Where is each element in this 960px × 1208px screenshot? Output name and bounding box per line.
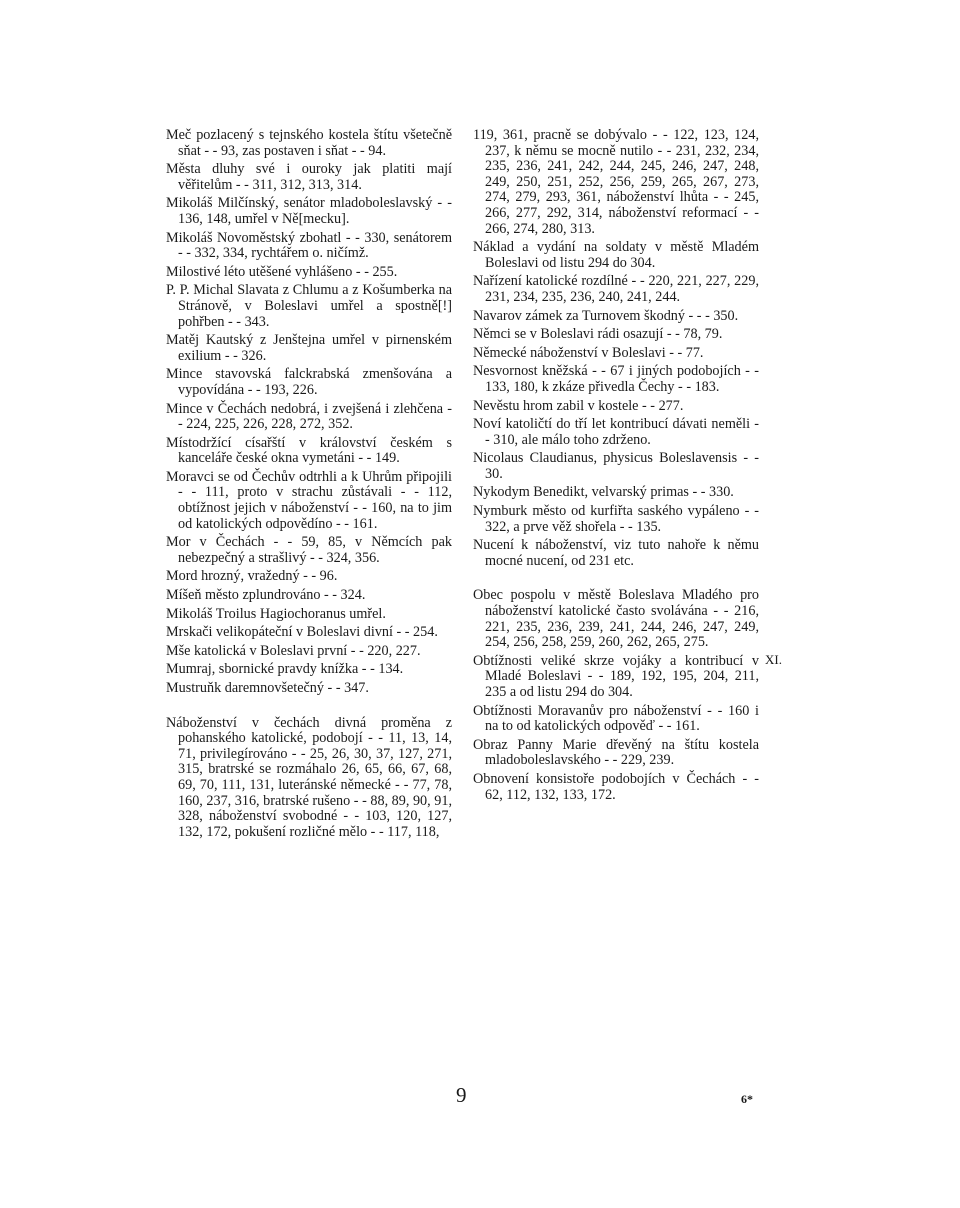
index-entry: Míšeň město zplundrováno - - 324.: [166, 587, 366, 604]
margin-note: XI.: [765, 652, 782, 667]
index-entry: Obraz Panny Marie dřevěný na štítu kostela mladoboleslavského - - 229, 239.: [473, 736, 759, 769]
index-entry: Matěj Kautský z Jenštejna umřel v pirnenském exilium - - 326.: [166, 332, 452, 364]
page-number: 9: [456, 1083, 467, 1107]
index-entry: Moravci se od Čechův odtrhli a k Uhrům připojili - - 111, proto v strachu zůstávali - - 112, obtížnost jejich v náboženství - - 160, na to jim od katolických odpovědíno - - 161.: [166, 468, 452, 532]
index-entry: Obnovení konsistoře podobojích v Čechách - - 62, 112, 132, 133, 172.: [473, 770, 759, 803]
index-entry: Mrskači velikopáteční v Boleslavi divní - - 254.: [166, 624, 438, 641]
index-entry: Nykodym Benedikt, velvarský primas - - 330.: [473, 484, 734, 501]
index-entry: Obec pospolu v městě Boleslava Mladého pro náboženství katolické často svolávána - - 216, 221, 235, 236, 239, 241, 244, 246, 247, 249, 254, 256, 258, 259, 260, 262, 265, 275.: [473, 587, 759, 651]
index-entry: Mince stavovská falckrabská zmenšována a vypovídána - - 193, 226.: [166, 366, 452, 398]
index-entry: Navarov zámek za Turnovem škodný - - - 350.: [473, 307, 739, 324]
index-entry: Obtížnosti veliké skrze vojáky a kontribucí v Mladé Boleslavi - - 189, 192, 195, 204, 211, 235 a od listu 294 do 304.: [473, 652, 759, 700]
index-entry: Meč pozlacený s tejnského kostela štítu všetečně sňat - - 93, zas postaven i sňat - - 94.: [166, 127, 452, 159]
index-entry: 119, 361, pracně se dobývalo - - 122, 123, 124, 237, k němu se mocně nutilo - - 231, 232, 234, 235, 236, 241, 242, 244, 245, 246, 247, 248, 249, 250, 251, 252, 256, 259, 265, 267, 273, 274, 279, 293, 361, náboženství lhůta - - 245, 266, 277, 292, 314, náboženství reformací - - 266, 274, 280, 313.: [473, 127, 759, 237]
index-entry: Mumraj, sbornické pravdy knížka - - 134.: [166, 661, 404, 678]
index-entry: Mše katolická v Boleslavi první - - 220, 227.: [166, 642, 421, 659]
index-entry: Města dluhy své i ouroky jak platiti mají věřitelům - - 311, 312, 313, 314.: [166, 161, 452, 193]
index-entry: Milostivé léto utěšené vyhlášeno - - 255.: [166, 263, 398, 280]
index-entry: Nicolaus Claudianus, physicus Boleslavensis - - 30.: [473, 450, 759, 482]
index-entry: Mikoláš Novoměstský zbohatl - - 330, senátorem - - 332, 334, rychtářem o. ničímž.: [166, 229, 452, 262]
index-entry: Nevěstu hrom zabil v kostele - - 277.: [473, 397, 684, 414]
index-entry: Mince v Čechách nedobrá, i zvejšená i zlehčena - - 224, 225, 226, 228, 272, 352.: [166, 400, 452, 433]
index-entry: Náklad a vydání na soldaty v městě Mladém Boleslavi od listu 294 do 304.: [473, 239, 759, 271]
index-entry: Noví katoličtí do tří let kontribucí dávati neměli - - 310, ale málo toho zdrženo.: [473, 416, 759, 448]
index-entry: P. P. Michal Slavata z Chlumu a z Košumberka na Stránově, v Boleslavi umřel a spostně[!] pohřben - - 343.: [166, 282, 452, 330]
signature-mark: 6*: [741, 1092, 753, 1106]
index-entry: Mikoláš Milčínský, senátor mladoboleslavský - - 136, 148, umřel v Ně[mecku].: [166, 195, 452, 227]
index-entry: Nesvornost kněžská - - 67 i jiných podobojích - - 133, 180, k zkáze přivedla Čechy - - 183.: [473, 363, 759, 395]
index-entry: Mor v Čechách - - 59, 85, v Němcích pak nebezpečný a strašlivý - - 324, 356.: [166, 534, 452, 566]
index-entry: Nařízení katolické rozdílné - - 220, 221, 227, 229, 231, 234, 235, 236, 240, 241, 244.: [473, 273, 759, 305]
right-column: [473, 128, 759, 806]
index-entry: Nucení k náboženství, viz tuto nahoře k němu mocné nucení, od 231 etc.: [473, 537, 759, 569]
index-entry: Náboženství v čechách divná proměna z pohanského katolické, podobojí - - 11, 13, 14, 71, privilegírováno - - 25, 26, 30, 37, 127, 271, 315, bratrské se rozmáhalo 26, 65, 66, 67, 68, 69, 70, 111, 131, luteránské německé - - 77, 78, 160, 237, 316, bratrské rušeno - - 88, 89, 90, 91, 328, náboženství svobodné - - 103, 120, 127, 132, 172, pokušení rozličné mělo - - 117, 118,: [166, 714, 452, 840]
index-entry: Němci se v Boleslavi rádi osazují - - 78, 79.: [473, 326, 723, 343]
index-entry: Mord hrozný, vražedný - - 96.: [166, 568, 338, 585]
index-entry: Nymburk město od kurfiřta saského vypáleno - - 322, a prve věž shořela - - 135.: [473, 503, 759, 535]
left-column: [166, 128, 452, 843]
index-entry: Obtížnosti Moravanův pro náboženství - - 160 i na to od katolických odpověď - - 161.: [473, 702, 759, 735]
index-entry: Německé náboženství v Boleslavi - - 77.: [473, 344, 704, 361]
index-entry: Mustruňk daremnovšetečný - - 347.: [166, 680, 369, 696]
index-entry: Mikoláš Troilus Hagiochoranus umřel.: [166, 605, 386, 622]
index-entry: Místodržící císařští v království českém s kanceláře české okna vymetáni - - 149.: [166, 434, 452, 467]
